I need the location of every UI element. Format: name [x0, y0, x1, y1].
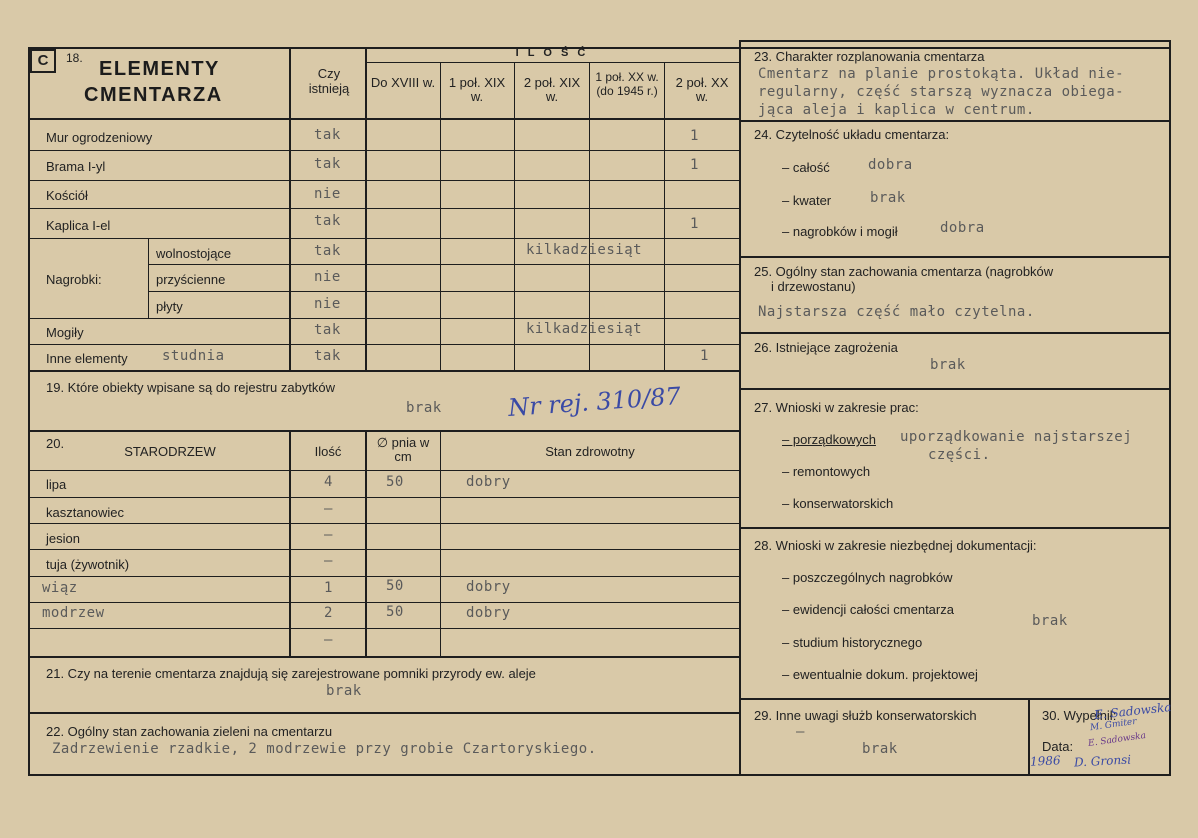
element-label: Mur ogrodzeniowy [46, 130, 153, 145]
tree-name: wiąz [42, 580, 78, 596]
s19-handwritten-register: Nr rej. 310/87 [507, 382, 682, 422]
s30-title: 30. Wypełnił: [1042, 708, 1117, 723]
s27-value: uporządkowanie najstarszej [900, 429, 1133, 445]
s27-title: 27. Wnioski w zakresie prac: [754, 400, 919, 415]
element-label: Brama I-yl [46, 159, 106, 174]
element-label: Kaplica I-el [46, 218, 111, 233]
s18-vline-4 [514, 62, 515, 370]
s24-item-label: – nagrobków i mogił [782, 224, 898, 239]
count-value: 1 [700, 348, 709, 364]
tree-count: – [324, 632, 333, 648]
exists-value: nie [314, 296, 341, 312]
s23-line: regularny, część starszą wyznacza obiega- [758, 84, 1125, 100]
s25-title: 25. Ogólny stan zachowania cmentarza (nagrobków [754, 264, 1054, 279]
frame-left [28, 47, 30, 776]
s30-signature-4: D. Gronsi [1073, 752, 1132, 770]
s23-line: Cmentarz na planie prostokąta. Układ nie- [758, 66, 1125, 82]
exists-value: nie [314, 269, 341, 285]
count-value: 1 [690, 216, 699, 232]
s21-value: brak [326, 683, 362, 699]
exists-value: tak [314, 127, 341, 143]
s19-value: brak [406, 400, 442, 416]
s28-title: 28. Wnioski w zakresie niezbędnej dokumentacji: [754, 538, 1037, 553]
s24-item-value: brak [870, 190, 906, 206]
s29-dash: – [796, 724, 805, 740]
element-label: Inne elementy [46, 351, 128, 366]
s20-header-diameter: ∅ pnia w cm [376, 435, 430, 464]
s18-vline-2 [365, 48, 367, 370]
s27-item: – remontowych [782, 464, 871, 479]
s27-item: – porządkowych [782, 432, 876, 447]
s28-value: brak [1032, 613, 1068, 629]
frame-right [1169, 40, 1171, 776]
s25-value: Najstarsza część mało czytelna. [758, 304, 1035, 320]
nagrobki-vline [148, 238, 149, 318]
s30-date-label: Data: [1042, 739, 1074, 754]
element-label: Kościół [46, 188, 88, 203]
period-header-5: 2 poł. XX w. [675, 75, 729, 104]
exists-value: nie [314, 186, 341, 202]
tree-name: jesion [46, 531, 80, 546]
exists-header: Czy istnieją [308, 66, 350, 96]
elements-title-1: ELEMENTY [99, 58, 220, 80]
tree-name: kasztanowiec [46, 505, 125, 520]
s24-item-label: – kwater [782, 193, 832, 208]
elements-title-2: CMENTARZA [84, 84, 223, 106]
tree-count: – [324, 553, 333, 569]
s28-item: – poszczególnych nagrobków [782, 570, 953, 585]
frame-top-right [739, 40, 1171, 42]
s30-signature-2: M. Gmiter [1089, 716, 1138, 734]
s26-title: 26. Istniejące zagrożenia [754, 340, 898, 355]
tree-health: dobry [466, 579, 511, 595]
s19-title: 19. Które obiekty wpisane są do rejestru zabytków [46, 380, 336, 395]
s24-title: 24. Czytelność układu cmentarza: [754, 127, 950, 142]
exists-value: tak [314, 348, 341, 364]
s24-item-label: – całość [782, 160, 830, 175]
element-label: Mogiły [46, 325, 84, 340]
s28-item: – studium historycznego [782, 635, 923, 650]
s22-title: 22. Ogólny stan zachowania zieleni na cmentarzu [46, 724, 333, 739]
tree-health: dobry [466, 605, 511, 621]
frame-bottom [28, 774, 1171, 776]
tree-diameter: 50 [386, 578, 404, 594]
s18-vline-3 [440, 62, 441, 370]
section-18-number: 18. [66, 51, 83, 65]
period-header-3: 2 poł. XIX w. [523, 75, 581, 104]
s23-title: 23. Charakter rozplanowania cmentarza [754, 49, 985, 64]
s20-header-count: Ilość [314, 444, 342, 459]
tree-diameter: 50 [386, 604, 404, 620]
s29-value: brak [862, 741, 898, 757]
s29-title: 29. Inne uwagi służb konserwatorskich [754, 708, 977, 723]
s18-header-bottom [28, 118, 740, 120]
s18-vline-6 [664, 62, 665, 370]
other-element-value: studnia [162, 348, 225, 364]
tree-name: tuja (żywotnik) [46, 557, 130, 572]
span-value: kilkadziesiąt [526, 321, 643, 337]
s26-value: brak [930, 357, 966, 373]
element-label: płyty [156, 299, 183, 314]
exists-value: tak [314, 156, 341, 172]
ilosc-underline [365, 62, 740, 63]
tree-count: 2 [324, 605, 333, 621]
s20-header-name: STARODRZEW [124, 444, 216, 459]
s27-item: – konserwatorskich [782, 496, 894, 511]
s24-item-value: dobra [940, 220, 985, 236]
s21-title: 21. Czy na terenie cmentarza znajdują się zarejestrowane pomniki przyrody ew. aleje [46, 666, 536, 681]
s30-date-value: 1986 [1029, 753, 1061, 769]
tree-diameter: 50 [386, 474, 404, 490]
quantity-header: I L O Ś Ć [515, 47, 589, 59]
tree-count: 1 [324, 580, 333, 596]
s18-vline-1 [289, 48, 291, 370]
period-header-2: 1 poł. XIX w. [448, 75, 506, 104]
tree-name: modrzew [42, 605, 105, 621]
exists-value: tak [314, 322, 341, 338]
s25-title-2: i drzewostanu) [771, 279, 856, 294]
s20-number: 20. [46, 436, 65, 451]
element-label: przyścienne [156, 272, 226, 287]
s22-value: Zadrzewienie rzadkie, 2 modrzewie przy grobie Czartoryskiego. [52, 741, 597, 757]
exists-value: tak [314, 213, 341, 229]
element-label: wolnostojące [156, 246, 232, 261]
exists-value: tak [314, 243, 341, 259]
tree-count: 4 [324, 474, 333, 490]
s23-line: jąca aleja i kaplica w centrum. [758, 102, 1035, 118]
nagrobki-label: Nagrobki: [46, 272, 102, 287]
s28-item: – ewentualnie dokum. projektowej [782, 667, 978, 682]
s20-header-health: Stan zdrowotny [545, 444, 635, 459]
span-value: kilkadziesiąt [526, 242, 643, 258]
section-letter-box: C [30, 49, 56, 73]
s30-signature-3: E. Sadowska [1087, 731, 1147, 749]
count-value: 1 [690, 128, 699, 144]
tree-name: lipa [46, 477, 67, 492]
s30-signature-1: E. Sadowska [1093, 699, 1173, 723]
s27-value-2: części. [928, 447, 991, 463]
tree-count: – [324, 527, 333, 543]
tree-health: dobry [466, 474, 511, 490]
s28-item: – ewidencji całości cmentarza [782, 602, 954, 617]
s24-item-value: dobra [868, 157, 913, 173]
tree-count: – [324, 501, 333, 517]
count-value: 1 [690, 157, 699, 173]
period-header-1: Do XVIII w. [370, 75, 436, 90]
period-header-4: 1 poł. XX w. (do 1945 r.) [595, 70, 659, 98]
